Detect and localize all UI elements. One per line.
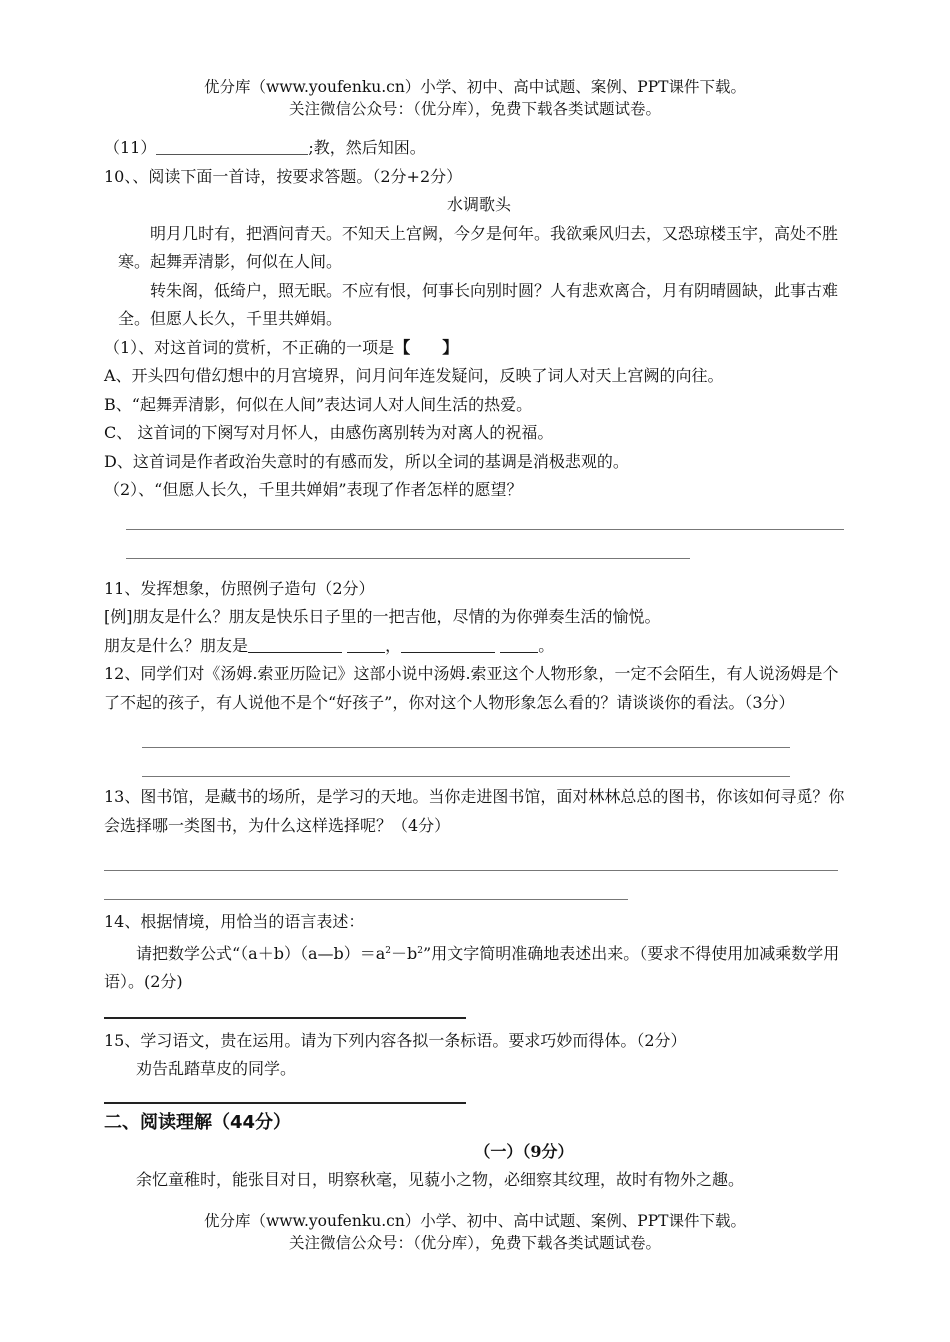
question-11-comma: ， — [385, 635, 402, 655]
page-footer — [0, 1210, 950, 1254]
option-a[interactable]: A、开头四句借幻想中的月宫境界，问月问年连发疑问，反映了词人对天上宫阙的向往。 — [104, 366, 724, 385]
formula-part-b: －b — [391, 943, 418, 963]
answer-bracket[interactable]: 【 】 — [394, 337, 459, 357]
fill-blank[interactable] — [500, 636, 538, 653]
question-12: 12、同学们对《汤姆.索亚历险记》这部小说中汤姆.索亚这个人物形象，一定不会陌生，有人说汤姆是个了不起的孩子，有人说他不是个“好孩子”，你对这个人物形象怎么看的？请谈谈你的看法。（3分） — [104, 664, 839, 712]
question-13: 13、图书馆，是藏书的场所，是学习的天地。当你走进图书馆，面对林林总总的图书，你该如何寻觅？你会选择哪一类图书，为什么这样选择呢？（4分） — [104, 787, 845, 835]
question-10-sub-1 — [104, 334, 854, 363]
option-b[interactable]: B、“起舞弄清影，何似在人间”表达词人对人间生活的热爱。 — [104, 394, 533, 414]
superscript-2: 2 — [417, 945, 424, 956]
fill-in-11-text: ;教，然后知困。 — [308, 138, 426, 157]
page-content — [104, 134, 854, 1194]
poem-paragraph-1: 明月几时有，把酒问青天。不知天上宫阙，今夕是何年。我欲乘风归去，又恐琼楼玉宇，高处不胜寒。起舞弄清影，何似在人间。 — [118, 223, 839, 271]
formula-part-a: 请把数学公式“（a＋b）（a—b）＝a — [136, 943, 386, 963]
header-line-2: 关注微信公众号：（优分库），免费下载各类试题试卷。 — [288, 100, 661, 118]
question-10-sub-2: （2）、“但愿人长久，千里共婵娟”表现了作者怎样的愿望？ — [104, 480, 523, 499]
fill-blank[interactable] — [347, 636, 385, 653]
question-10-sub-1-text: （1）、对这首词的赏析，不正确的一项是 — [104, 337, 395, 357]
fill-blank[interactable] — [248, 636, 342, 653]
formula-part-c: ”用文字简明准确地表述出来。（要求不得使用加减乘数学用语）。(2分) — [104, 943, 840, 991]
option-c[interactable]: C、 这首词的下阕写对月怀人，由感伤离别转为对离人的祝福。 — [104, 423, 554, 442]
question-11-end: 。 — [538, 635, 555, 655]
poem-title: 水调歌头 — [446, 195, 511, 214]
question-15-stem: 15、学习语文，贵在运用。请为下列内容各拟一条标语。要求巧妙而得体。（2分） — [104, 1030, 687, 1050]
section-title: 二、阅读理解（44分） — [104, 1111, 292, 1133]
question-10-stem: 10、、阅读下面一首诗，按要求答题。（2分+2分） — [104, 166, 463, 186]
footer-line-1: 优分库（www.youfenku.cn）小学、初中、高中试题、案例、PPT课件下载。 — [203, 1212, 747, 1230]
superscript-2: 2 — [385, 945, 392, 956]
question-14-body — [104, 937, 854, 997]
question-11-example: [例]朋友是什么？朋友是快乐日子里的一把吉他，尽情的为你弹奏生活的愉悦。 — [104, 607, 661, 626]
part-title: （一）（9分） — [474, 1141, 574, 1161]
page-header — [0, 76, 950, 120]
fill-in-11 — [104, 134, 854, 163]
fill-in-11-number: （11） — [104, 138, 157, 157]
header-line-1: 优分库（www.youfenku.cn）小学、初中、高中试题、案例、PPT课件下载。 — [203, 78, 747, 96]
option-d[interactable]: D、这首词是作者政治失意时的有感而发，所以全词的基调是消极悲观的。 — [104, 451, 629, 471]
fill-blank[interactable] — [401, 636, 495, 653]
question-11-prompt-line — [104, 632, 854, 661]
question-11-prompt: 朋友是什么？朋友是 — [104, 635, 249, 655]
question-14-stem: 14、根据情境，用恰当的语言表述： — [104, 912, 365, 931]
fill-in-11-blank[interactable] — [156, 138, 308, 155]
reading-passage: 余忆童稚时，能张目对日，明察秋毫，见藐小之物，必细察其纹理，故时有物外之趣。 — [136, 1169, 745, 1189]
question-15-item: 劝告乱踏草皮的同学。 — [136, 1059, 297, 1078]
footer-line-2: 关注微信公众号：（优分库），免费下载各类试题试卷。 — [288, 1234, 661, 1252]
question-11-stem: 11、发挥想象，仿照例子造句（2分） — [104, 578, 375, 598]
poem-paragraph-2: 转朱阁，低绮户，照无眠。不应有恨，何事长向别时圆？人有悲欢离合，月有阴晴圆缺，此事古难全。但愿人长久，千里共婵娟。 — [118, 280, 839, 328]
